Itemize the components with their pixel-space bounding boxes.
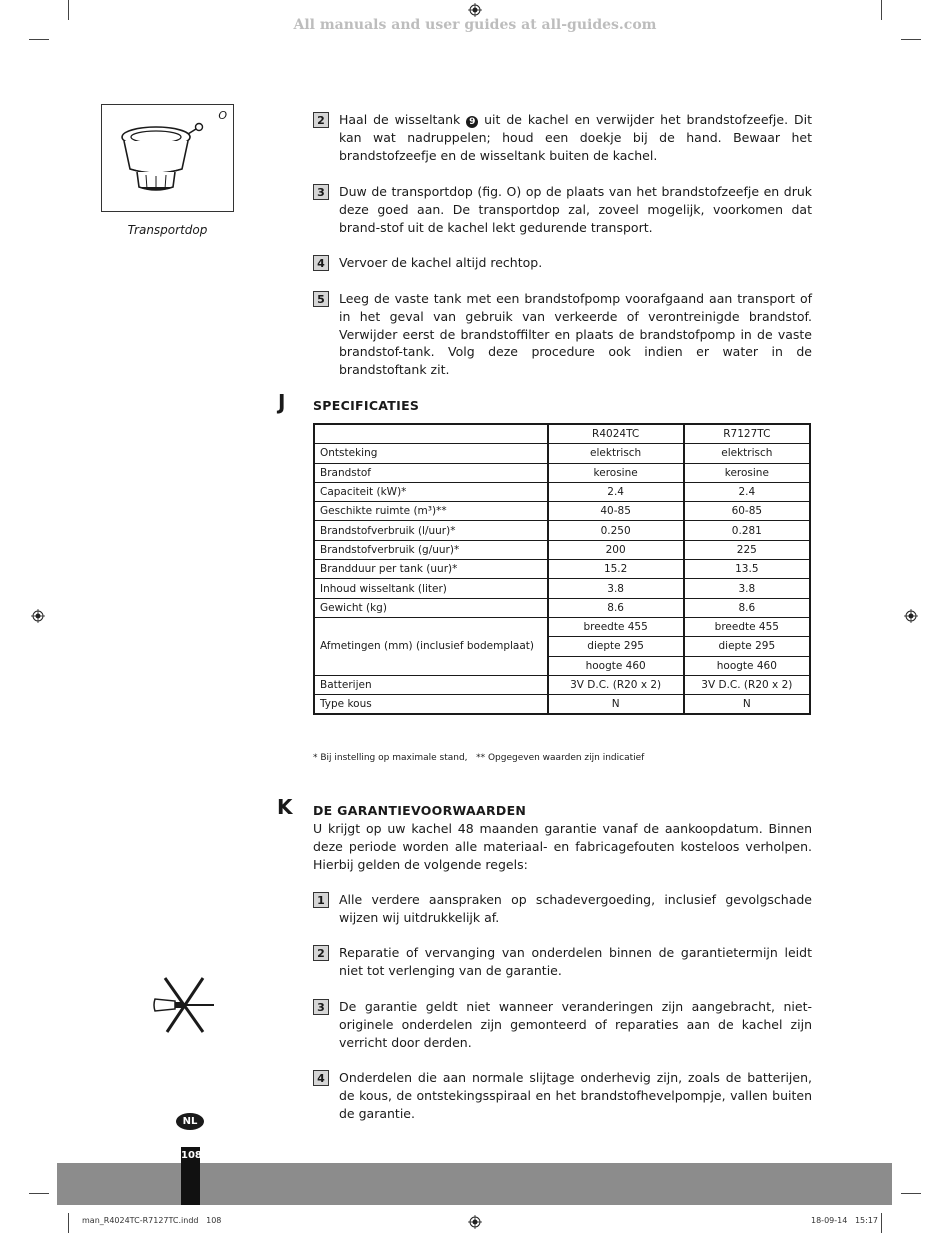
table-row [314,695,810,715]
table-cell: 3.8 [684,579,810,598]
warranty-intro: U krijgt op uw kachel 48 maanden garantie vanaf de aankoopdatum. Binnen deze periode worden alle materiaal- en fabricagefouten kosteloos verholpen. Hierbij gelden de volgende regels: [313,821,812,872]
table-cell: diepte 295 [548,637,684,656]
table-header-cell: R7127TC [684,424,810,444]
warranty-rule: De garantie geldt niet wanneer veranderingen zijn aangebracht, niet-originele onderdelen zijn gemonteerd of reparaties aan de kachel zijn verricht door derden. [339,999,812,1050]
table-cell: Afmetingen (mm) (inclusief bodemplaat) [314,617,548,675]
step-text: Haal de wisseltank [339,112,467,127]
table-cell: diepte 295 [684,637,810,656]
warranty-rule: Alle verdere aanspraken op schadevergoeding, inclusief gevolgschade wijzen wij uitdrukkelijk af. [339,892,812,925]
table-cell: Brandstofverbruik (g/uur)* [314,540,548,559]
table-cell: kerosine [548,463,684,482]
table-cell: Gewicht (kg) [314,598,548,617]
step-paragraph [339,111,812,164]
table-cell: 3.8 [548,579,684,598]
table-footnote: * Bij instelling op maximale stand, ** Opgegeven waarden zijn indicatief [313,753,645,763]
table-cell: breedte 455 [684,617,810,636]
step-text: uit de kachel en verwijder het brandstofzeefje. Dit kan wat nadruppelen; houd een doekje bij de hand. Bewaar het brandstofzeefje en de wisseltank buiten de kachel. [339,112,812,163]
table-cell: Capaciteit (kW)* [314,482,548,501]
transport-cap-icon [116,119,208,199]
figure-caption: Transportdop [127,223,208,237]
table-header-cell [314,424,548,444]
table-row [314,444,810,463]
table-cell: Geschikte ruimte (m³)** [314,502,548,521]
table-row [314,540,810,559]
table-cell: breedte 455 [548,617,684,636]
table-cell: 13.5 [684,560,810,579]
language-badge: NL [176,1113,204,1130]
no-screwdriver-icon [151,974,217,1036]
warranty-rule: Onderdelen die aan normale slijtage onderhevig zijn, zoals de batterijen, de kous, de ontstekingsspiraal en het brandstofhevelpompje, vallen buiten de garantie. [339,1070,812,1121]
table-row [314,560,810,579]
table-row [314,482,810,501]
table-cell: 200 [548,540,684,559]
figure-transportdop [101,104,234,212]
slug-timestamp: 18-09-14 15:17 [811,1216,878,1225]
table-cell: 8.6 [548,598,684,617]
table-cell: Brandstof [314,463,548,482]
crop-mark [68,1213,69,1233]
table-cell: Brandduur per tank (uur)* [314,560,548,579]
registration-mark-icon [904,609,918,623]
crop-mark [901,1193,921,1194]
section-title: SPECIFICATIES [313,398,420,413]
step-paragraph: Leeg de vaste tank met een brandstofpomp voorafgaand aan transport of in het geval van gebruik van verkeerde of verontreinigde brandstof. Verwijder eerst de brandstoffilter en plaats de brandstofpomp in de vaste brandstof-tank. Volg deze procedure ook indien er water in de brandstoftank zit. [339,291,812,378]
table-cell: hoogte 460 [684,656,810,675]
step-number: 1 [313,892,329,908]
table-cell: hoogte 460 [548,656,684,675]
table-cell: 2.4 [684,482,810,501]
table-cell: 0.250 [548,521,684,540]
table-row [314,617,810,636]
step-number: 4 [313,1070,329,1086]
table-cell: 225 [684,540,810,559]
section-letter: K [277,795,293,819]
section-letter: J [278,390,286,414]
table-cell: 15.2 [548,560,684,579]
table-cell: elektrisch [684,444,810,463]
table-cell: 0.281 [684,521,810,540]
section-title: DE GARANTIEVOORWAARDEN [313,803,527,818]
registration-mark-icon [31,609,45,623]
table-cell: elektrisch [548,444,684,463]
reference-number-badge: 9 [466,116,478,128]
figure-letter: O [218,109,227,122]
table-header-cell: R4024TC [548,424,684,444]
table-cell: N [684,695,810,715]
crop-mark [901,39,921,40]
table-cell: N [548,695,684,715]
table-cell: kerosine [684,463,810,482]
crop-mark [881,1213,882,1233]
table-row [314,502,810,521]
table-cell: Inhoud wisseltank (liter) [314,579,548,598]
table-cell: Ontsteking [314,444,548,463]
step-number: 4 [313,255,329,271]
warranty-rule: Reparatie of vervanging van onderdelen binnen de garantietermijn leidt niet tot verlenging van de garantie. [339,945,812,978]
registration-mark-icon [468,3,482,17]
table-cell: 8.6 [684,598,810,617]
step-paragraph: Vervoer de kachel altijd rechtop. [339,255,543,270]
watermark: All manuals and user guides at all-guides.com [293,17,657,33]
table-cell: 2.4 [548,482,684,501]
table-row [314,463,810,482]
registration-mark-icon [468,1215,482,1229]
step-paragraph: Duw de transportdop (fig. O) op de plaats van het brandstofzeefje en druk deze goed aan. De transportdop zal, zoveel mogelijk, voorkomen dat brand-stof uit de kachel lekt gedurende transport. [339,184,812,235]
table-row [314,579,810,598]
crop-mark [29,1193,49,1194]
slug-filename: man_R4024TC-R7127TC.indd 108 [82,1216,222,1225]
table-cell: 3V D.C. (R20 x 2) [684,675,810,694]
specifications-table [313,423,811,715]
crop-mark [29,39,49,40]
table-cell: 40-85 [548,502,684,521]
step-number: 3 [313,999,329,1015]
table-row [314,598,810,617]
step-number: 3 [313,184,329,200]
table-cell: Type kous [314,695,548,715]
table-header-row [314,424,810,444]
step-number: 2 [313,945,329,961]
step-number: 5 [313,291,329,307]
page-number: 108 [181,1147,200,1205]
table-cell: 60-85 [684,502,810,521]
table-row [314,521,810,540]
table-row [314,675,810,694]
table-cell: 3V D.C. (R20 x 2) [548,675,684,694]
table-cell: Batterijen [314,675,548,694]
table-cell: Brandstofverbruik (l/uur)* [314,521,548,540]
step-number: 2 [313,112,329,128]
